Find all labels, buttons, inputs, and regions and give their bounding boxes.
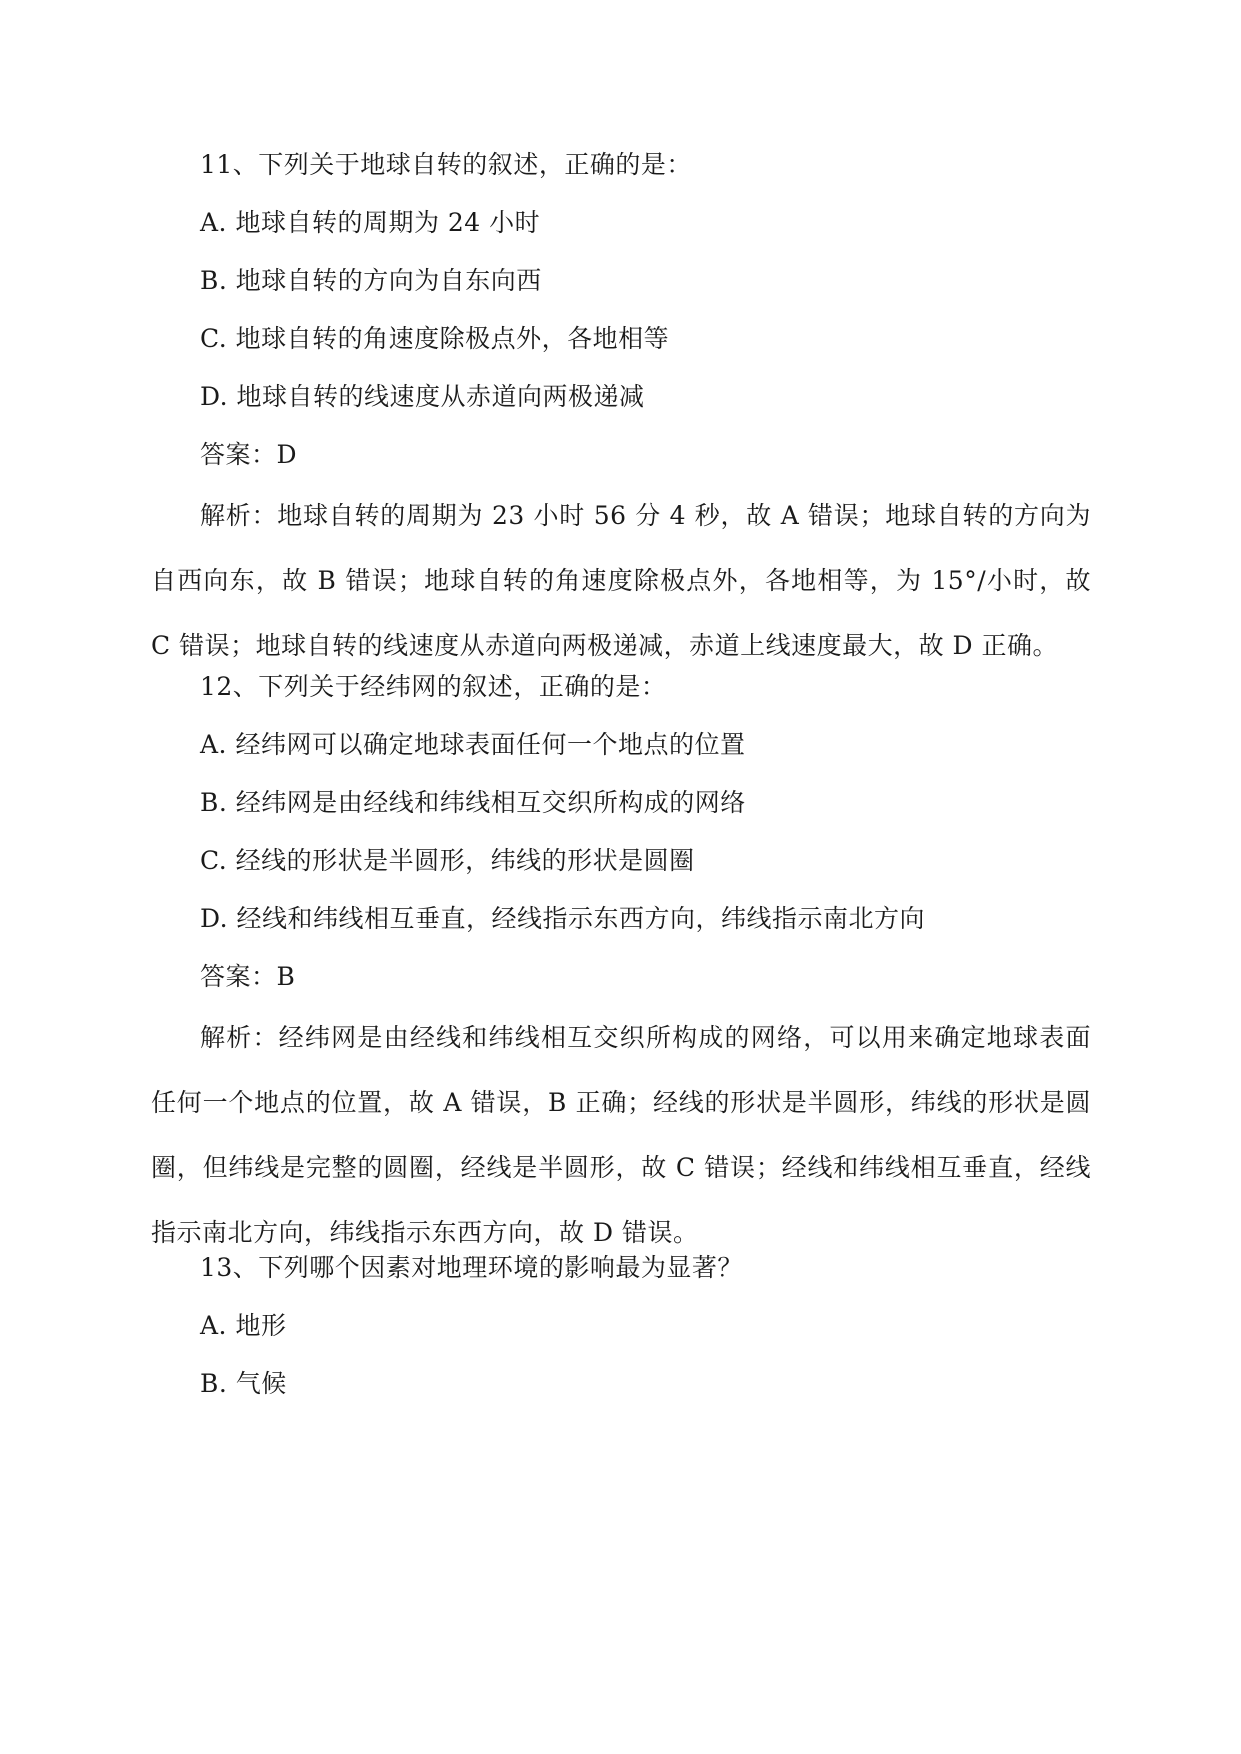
question-13-option-a: A. 地形 bbox=[200, 1311, 287, 1340]
question-11-option-a: A. 地球自转的周期为 24 小时 bbox=[200, 208, 541, 237]
question-13-stem: 13、下列哪个因素对地理环境的影响最为显著？ bbox=[200, 1253, 743, 1282]
question-13-option-b: B. 气候 bbox=[200, 1369, 287, 1398]
question-12-option-b: B. 经纬网是由经线和纬线相互交织所构成的网络 bbox=[200, 788, 746, 817]
question-12-stem: 12、下列关于经纬网的叙述，正确的是： bbox=[200, 672, 667, 701]
question-11-option-d: D. 地球自转的线速度从赤道向两极递减 bbox=[200, 382, 645, 411]
question-12-option-d: D. 经线和纬线相互垂直，经线指示东西方向，纬线指示南北方向 bbox=[200, 904, 926, 933]
question-12-answer: 答案：B bbox=[200, 962, 296, 991]
question-11-stem: 11、下列关于地球自转的叙述，正确的是： bbox=[200, 150, 692, 179]
question-12-option-a: A. 经纬网可以确定地球表面任何一个地点的位置 bbox=[200, 730, 746, 759]
question-12-analysis: 解析：经纬网是由经线和纬线相互交织所构成的网络，可以用来确定地球表面任何一个地点的位置，故 A 错误，B 正确；经线的形状是半圆形，纬线的形状是圆圈，但纬线是完整的圆圈，经线是半圆形，故 C 错误；经线和纬线相互垂直，经线指示南北方向，纬线指示东西方向，故 D 错误。 bbox=[151, 1023, 1091, 1247]
question-12-option-c: C. 经线的形状是半圆形，纬线的形状是圆圈 bbox=[200, 846, 695, 875]
question-11-option-c: C. 地球自转的角速度除极点外，各地相等 bbox=[200, 324, 670, 353]
question-11-analysis: 解析：地球自转的周期为 23 小时 56 分 4 秒，故 A 错误；地球自转的方向为自西向东，故 B 错误；地球自转的角速度除极点外，各地相等，为 15°/小时，故 C 错误；地球自转的线速度从赤道向两极递减，赤道上线速度最大，故 D 正确。 bbox=[151, 501, 1091, 660]
question-11-option-b: B. 地球自转的方向为自东向西 bbox=[200, 266, 542, 295]
question-11-answer: 答案：D bbox=[200, 440, 298, 469]
